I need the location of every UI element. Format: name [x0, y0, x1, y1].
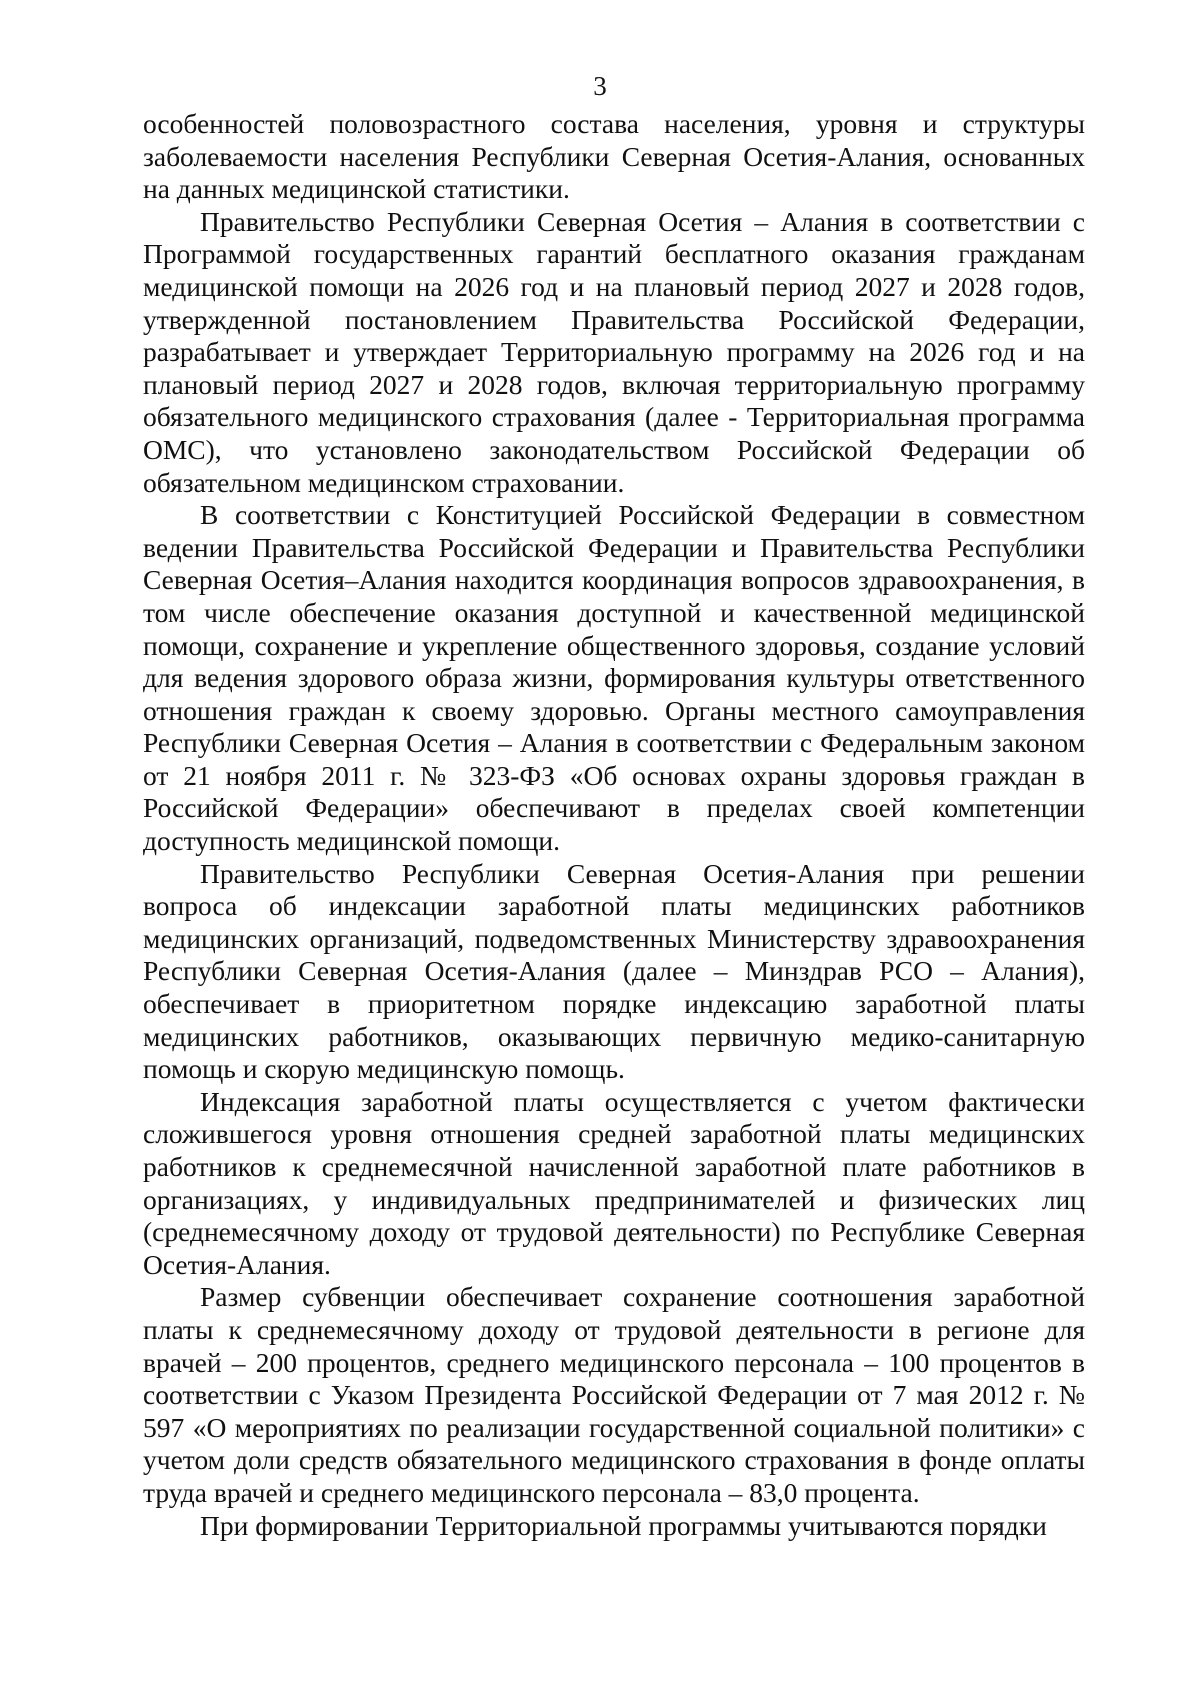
- page-number: 3: [593, 71, 607, 101]
- paragraph-subvention: Размер субвенции обеспечивает сохранение соотношения заработной платы к среднемесячному доходу от трудовой деятельности в регионе для врачей – 200 процентов, среднего медицинского персонала – 100 процентов в соответствии с Указом Президента Российской Федерации от 7 мая 2012 г. № 597 «О мероприятиях по реализации государственной социальной политики» с учетом доли средств обязательного медицинского страхования в фонде оплаты труда врачей и среднего медицинского персонала – 83,0 процента.: [143, 1281, 1085, 1508]
- paragraph-constitution: В соответствии с Конституцией Российской Федерации в совместном ведении Правительства Российской Федерации и Правительства Республики Северная Осетия–Алания находится координация вопросов здравоохранения, в том числе обеспечение оказания доступной и качественной медицинской помощи, сохранение и укрепление общественного здоровья, создание условий для ведения здорового образа жизни, формирования культуры ответственного отношения граждан к своему здоровью. Органы местного самоуправления Республики Северная Осетия – Алания в соответствии с Федеральным законом от 21 ноября 2011 г. № 323-ФЗ «Об основах охраны здоровья граждан в Российской Федерации» обеспечивают в пределах своей компетенции доступность медицинской помощи.: [143, 499, 1085, 857]
- document-body: [143, 108, 1085, 1542]
- paragraph-continuation: особенностей половозрастного состава населения, уровня и структуры заболеваемости населения Республики Северная Осетия-Алания, основанных на данных медицинской статистики.: [143, 108, 1085, 205]
- paragraph-indexation-terms: Индексация заработной платы осуществляется с учетом фактически сложившегося уровня отношения средней заработной платы медицинских работников к среднемесячной начисленной заработной плате работников в организациях, у индивидуальных предпринимателей и физических лиц (среднемесячному доходу от трудовой деятельности) по Республике Северная Осетия-Алания.: [143, 1085, 1085, 1280]
- paragraph-salary-indexation-decision: Правительство Республики Северная Осетия-Алания при решении вопроса об индексации заработной платы медицинских работников медицинских организаций, подведомственных Министерству здравоохранения Республики Северная Осетия-Алания (далее – Минздрав РСО – Алания), обеспечивает в приоритетном порядке индексацию заработной платы медицинских работников, оказывающих первичную медико-санитарную помощь и скорую медицинскую помощь.: [143, 857, 1085, 1085]
- paragraph-territorial-program: Правительство Республики Северная Осетия – Алания в соответствии с Программой государственных гарантий бесплатного оказания гражданам медицинской помощи на 2026 год и на плановый период 2027 и 2028 годов, утвержденной постановлением Правительства Российской Федерации, разрабатывает и утверждает Территориальную программу на 2026 год и на плановый период 2027 и 2028 годов, включая территориальную программу обязательного медицинского страхования (далее - Территориальная программа ОМС), что установлено законодательством Российской Федерации об обязательном медицинском страховании.: [143, 205, 1085, 498]
- paragraph-formation: При формировании Территориальной программы учитываются порядки: [200, 1509, 1047, 1541]
